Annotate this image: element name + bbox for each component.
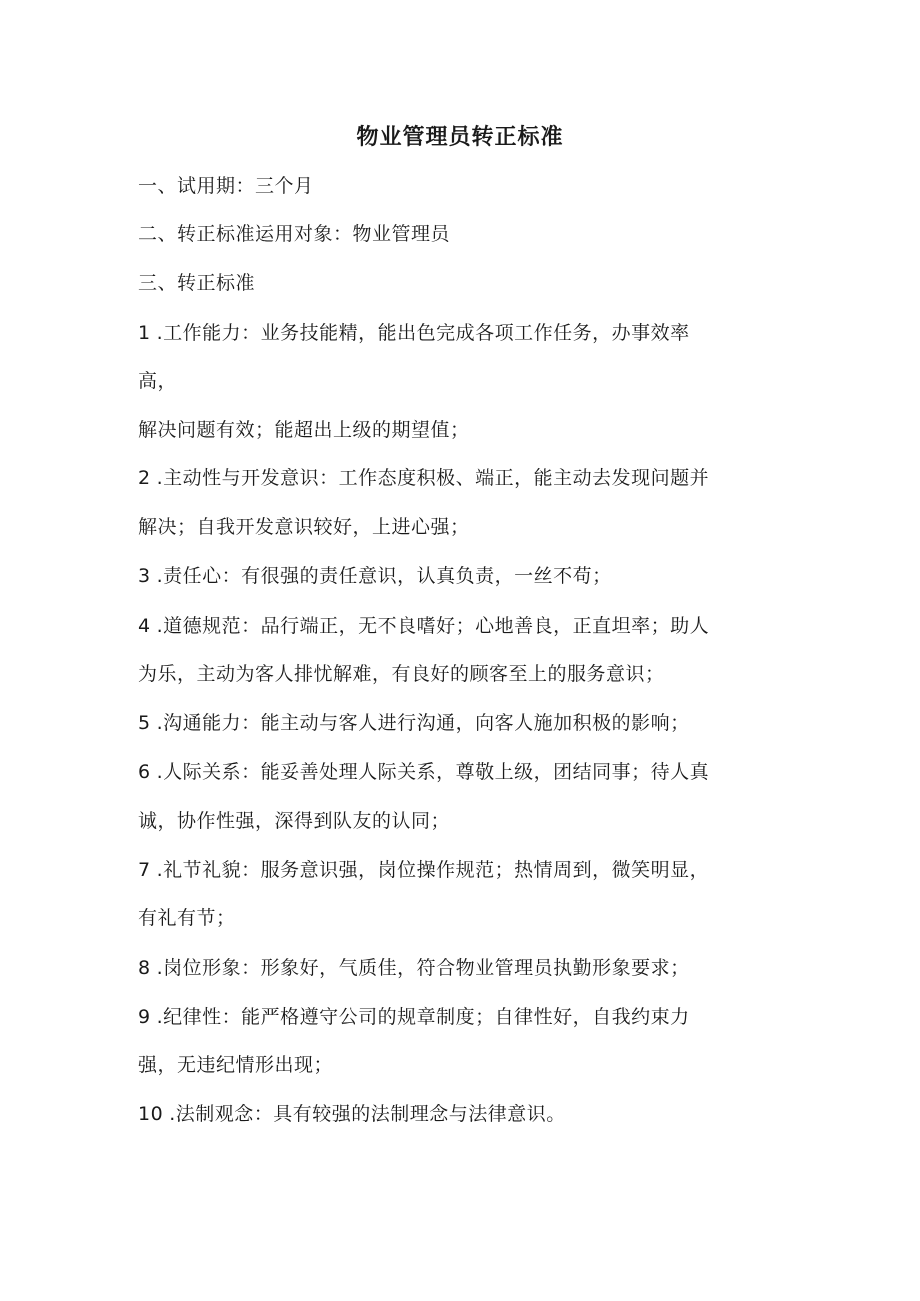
item-number: 3 xyxy=(138,565,151,587)
item-text: .道德规范：品行端正，无不良嗜好；心地善良，正直坦率；助人 xyxy=(156,615,710,637)
standard-item-3-line-1 xyxy=(138,562,612,590)
standard-item-8-line-1 xyxy=(138,954,690,982)
document-title: 物业管理员转正标准 xyxy=(356,125,564,150)
item-text: .人际关系：能妥善处理人际关系，尊敬上级，团结同事；待人真 xyxy=(156,761,710,783)
item-number: 10 xyxy=(138,1103,164,1125)
standard-item-1-line-1 xyxy=(138,319,690,347)
item-number: 8 xyxy=(138,957,151,979)
section-probation: 一、试用期：三个月 xyxy=(138,175,314,197)
standard-item-7-line-1 xyxy=(138,856,709,884)
item-text: .沟通能力：能主动与客人进行沟通，向客人施加积极的影响； xyxy=(156,712,690,734)
item-text: .工作能力：业务技能精，能出色完成各项工作任务，办事效率 xyxy=(156,322,690,344)
standard-item-7-line-2: 有礼有节； xyxy=(138,907,236,929)
standard-item-9-line-2: 强，无违纪情形出现； xyxy=(138,1054,334,1076)
standard-item-4-line-1 xyxy=(138,612,709,640)
standard-item-6-line-1 xyxy=(138,758,709,786)
item-text: .礼节礼貌：服务意识强，岗位操作规范；热情周到，微笑明显， xyxy=(156,859,710,881)
standard-item-5-line-1 xyxy=(138,709,690,737)
item-number: 4 xyxy=(138,615,151,637)
item-number: 2 xyxy=(138,467,151,489)
item-number: 1 xyxy=(138,322,151,344)
standard-item-6-line-2: 诚，协作性强，深得到队友的认同； xyxy=(138,810,451,832)
standard-item-2-line-1 xyxy=(138,464,709,492)
item-text: .主动性与开发意识：工作态度积极、端正，能主动去发现问题并 xyxy=(156,467,710,489)
standard-item-1-line-2: 高， xyxy=(138,370,178,392)
item-number: 5 xyxy=(138,712,151,734)
item-text: .岗位形象：形象好，气质佳，符合物业管理员执勤形象要求； xyxy=(156,957,690,979)
item-text: .责任心：有很强的责任意识，认真负责，一丝不苟； xyxy=(156,565,612,587)
standard-item-1-line-3: 解决问题有效；能超出上级的期望值； xyxy=(138,419,470,441)
standard-item-4-line-2: 为乐，主动为客人排忧解难，有良好的顾客至上的服务意识； xyxy=(138,663,665,685)
standard-item-10-line-1 xyxy=(138,1100,566,1128)
item-number: 9 xyxy=(138,1006,151,1028)
section-standards-heading: 三、转正标准 xyxy=(138,272,256,294)
standard-item-2-line-2: 解决；自我开发意识较好，上进心强； xyxy=(138,516,470,538)
section-applicable-target: 二、转正标准运用对象：物业管理员 xyxy=(138,223,451,245)
item-number: 7 xyxy=(138,859,151,881)
item-text: .法制观念：具有较强的法制理念与法律意识。 xyxy=(169,1103,566,1125)
item-number: 6 xyxy=(138,761,151,783)
standard-item-9-line-1 xyxy=(138,1003,690,1031)
item-text: .纪律性：能严格遵守公司的规章制度；自律性好，自我约束力 xyxy=(156,1006,690,1028)
